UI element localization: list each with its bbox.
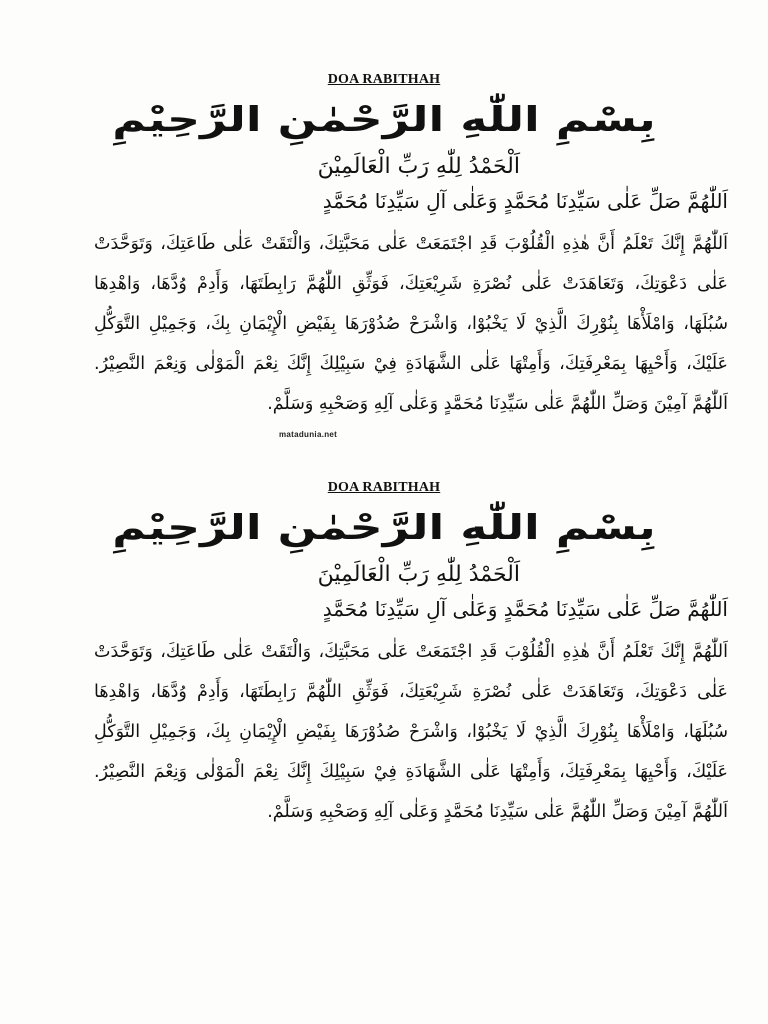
document-title: DOA RABITHAH xyxy=(327,72,441,87)
hamdalah-line: اَلْحَمْدُ لِلّٰهِ رَبِّ الْعَالَمِيْنَ xyxy=(317,154,520,179)
salawat-line: اَللّٰهُمَّ صَلِّ عَلٰى سَيِّدِنَا مُحَمَّدٍ وَعَلٰى آلِ سَيِّدِنَا مُحَمَّدٍ xyxy=(322,189,728,213)
basmalah-calligraphy: بِسْمِ اللّٰهِ الرَّحْمٰنِ الرَّحِيْمِ xyxy=(112,100,656,140)
prayer-line: رَابِطَتَهَا، وَأَدِمْ وُدَّهَا، وَاهْدِهَا سُبُلَهَا، وَامْلَأْهَا بِنُوْرِكَ الَّذِيْ لَا يَخْبُوْا، وَاشْرَحْ xyxy=(94,274,728,334)
prayer-line: طَاعَتِكَ، وَتَوَحَّدَتْ عَلٰى دَعْوَتِكَ، وَتَعَاهَدَتْ عَلٰى نُصْرَةِ شَرِيْعَتِكَ، فَوَثِّقِ اللّٰهُمَّ xyxy=(94,234,728,294)
prayer-body xyxy=(94,224,728,424)
prayer-line: طَاعَتِكَ، وَتَوَحَّدَتْ عَلٰى دَعْوَتِكَ، وَتَعَاهَدَتْ عَلٰى نُصْرَةِ شَرِيْعَتِكَ، فَوَثِّقِ اللّٰهُمَّ xyxy=(94,642,728,702)
prayer-line: سَيِّدِنَا مُحَمَّدٍ وَعَلٰى آلِهِ وَصَحْبِهِ وَسَلَّمْ. xyxy=(267,394,529,414)
document-title: DOA RABITHAH xyxy=(327,480,441,495)
prayer-body xyxy=(94,632,728,832)
prayer-line: اَللّٰهُمَّ إِنَّكَ تَعْلَمُ أَنَّ هٰذِهِ الْقُلُوْبَ قَدِ اجْتَمَعَتْ عَلٰى مَحَبَّتِكَ، وَالْتَقَتْ عَلٰى xyxy=(215,234,728,254)
hamdalah-line: اَلْحَمْدُ لِلّٰهِ رَبِّ الْعَالَمِيْنَ xyxy=(317,562,520,587)
prayer-line: الشَّهَادَةِ فِيْ سَبِيْلِكَ إِنَّكَ نِعْمَ الْمَوْلٰى وَنِعْمَ النَّصِيْرُ. اَللّٰهُمَّ آمِيْنَ وَصَلِّ اللّٰهُمَّ عَلٰى xyxy=(94,354,728,414)
prayer-line: اَللّٰهُمَّ إِنَّكَ تَعْلَمُ أَنَّ هٰذِهِ الْقُلُوْبَ قَدِ اجْتَمَعَتْ عَلٰى مَحَبَّتِكَ، وَالْتَقَتْ عَلٰى xyxy=(215,642,728,662)
prayer-line: سَيِّدِنَا مُحَمَّدٍ وَعَلٰى آلِهِ وَصَحْبِهِ وَسَلَّمْ. xyxy=(267,802,529,822)
basmalah-calligraphy: بِسْمِ اللّٰهِ الرَّحْمٰنِ الرَّحِيْمِ xyxy=(112,508,656,548)
prayer-line: الشَّهَادَةِ فِيْ سَبِيْلِكَ إِنَّكَ نِعْمَ الْمَوْلٰى وَنِعْمَ النَّصِيْرُ. اَللّٰهُمَّ آمِيْنَ وَصَلِّ اللّٰهُمَّ عَلٰى xyxy=(94,762,728,822)
prayer-line: رَابِطَتَهَا، وَأَدِمْ وُدَّهَا، وَاهْدِهَا سُبُلَهَا، وَامْلَأْهَا بِنُوْرِكَ الَّذِيْ لَا يَخْبُوْا، وَاشْرَحْ xyxy=(94,682,728,742)
prayer-line: صُدُوْرَهَا بِفَيْضِ الْإِيْمَانِ بِكَ، وَجَمِيْلِ التَّوَكُّلِ عَلَيْكَ، وَأَحْيِهَا بِمَعْرِفَتِكَ، وَأَمِتْهَا عَلٰى xyxy=(94,314,728,374)
prayer-line: صُدُوْرَهَا بِفَيْضِ الْإِيْمَانِ بِكَ، وَجَمِيْلِ التَّوَكُّلِ عَلَيْكَ، وَأَحْيِهَا بِمَعْرِفَتِكَ، وَأَمِتْهَا عَلٰى xyxy=(94,722,728,782)
watermark-text: matadunia.net xyxy=(279,430,338,439)
salawat-line: اَللّٰهُمَّ صَلِّ عَلٰى سَيِّدِنَا مُحَمَّدٍ وَعَلٰى آلِ سَيِّدِنَا مُحَمَّدٍ xyxy=(322,597,728,621)
